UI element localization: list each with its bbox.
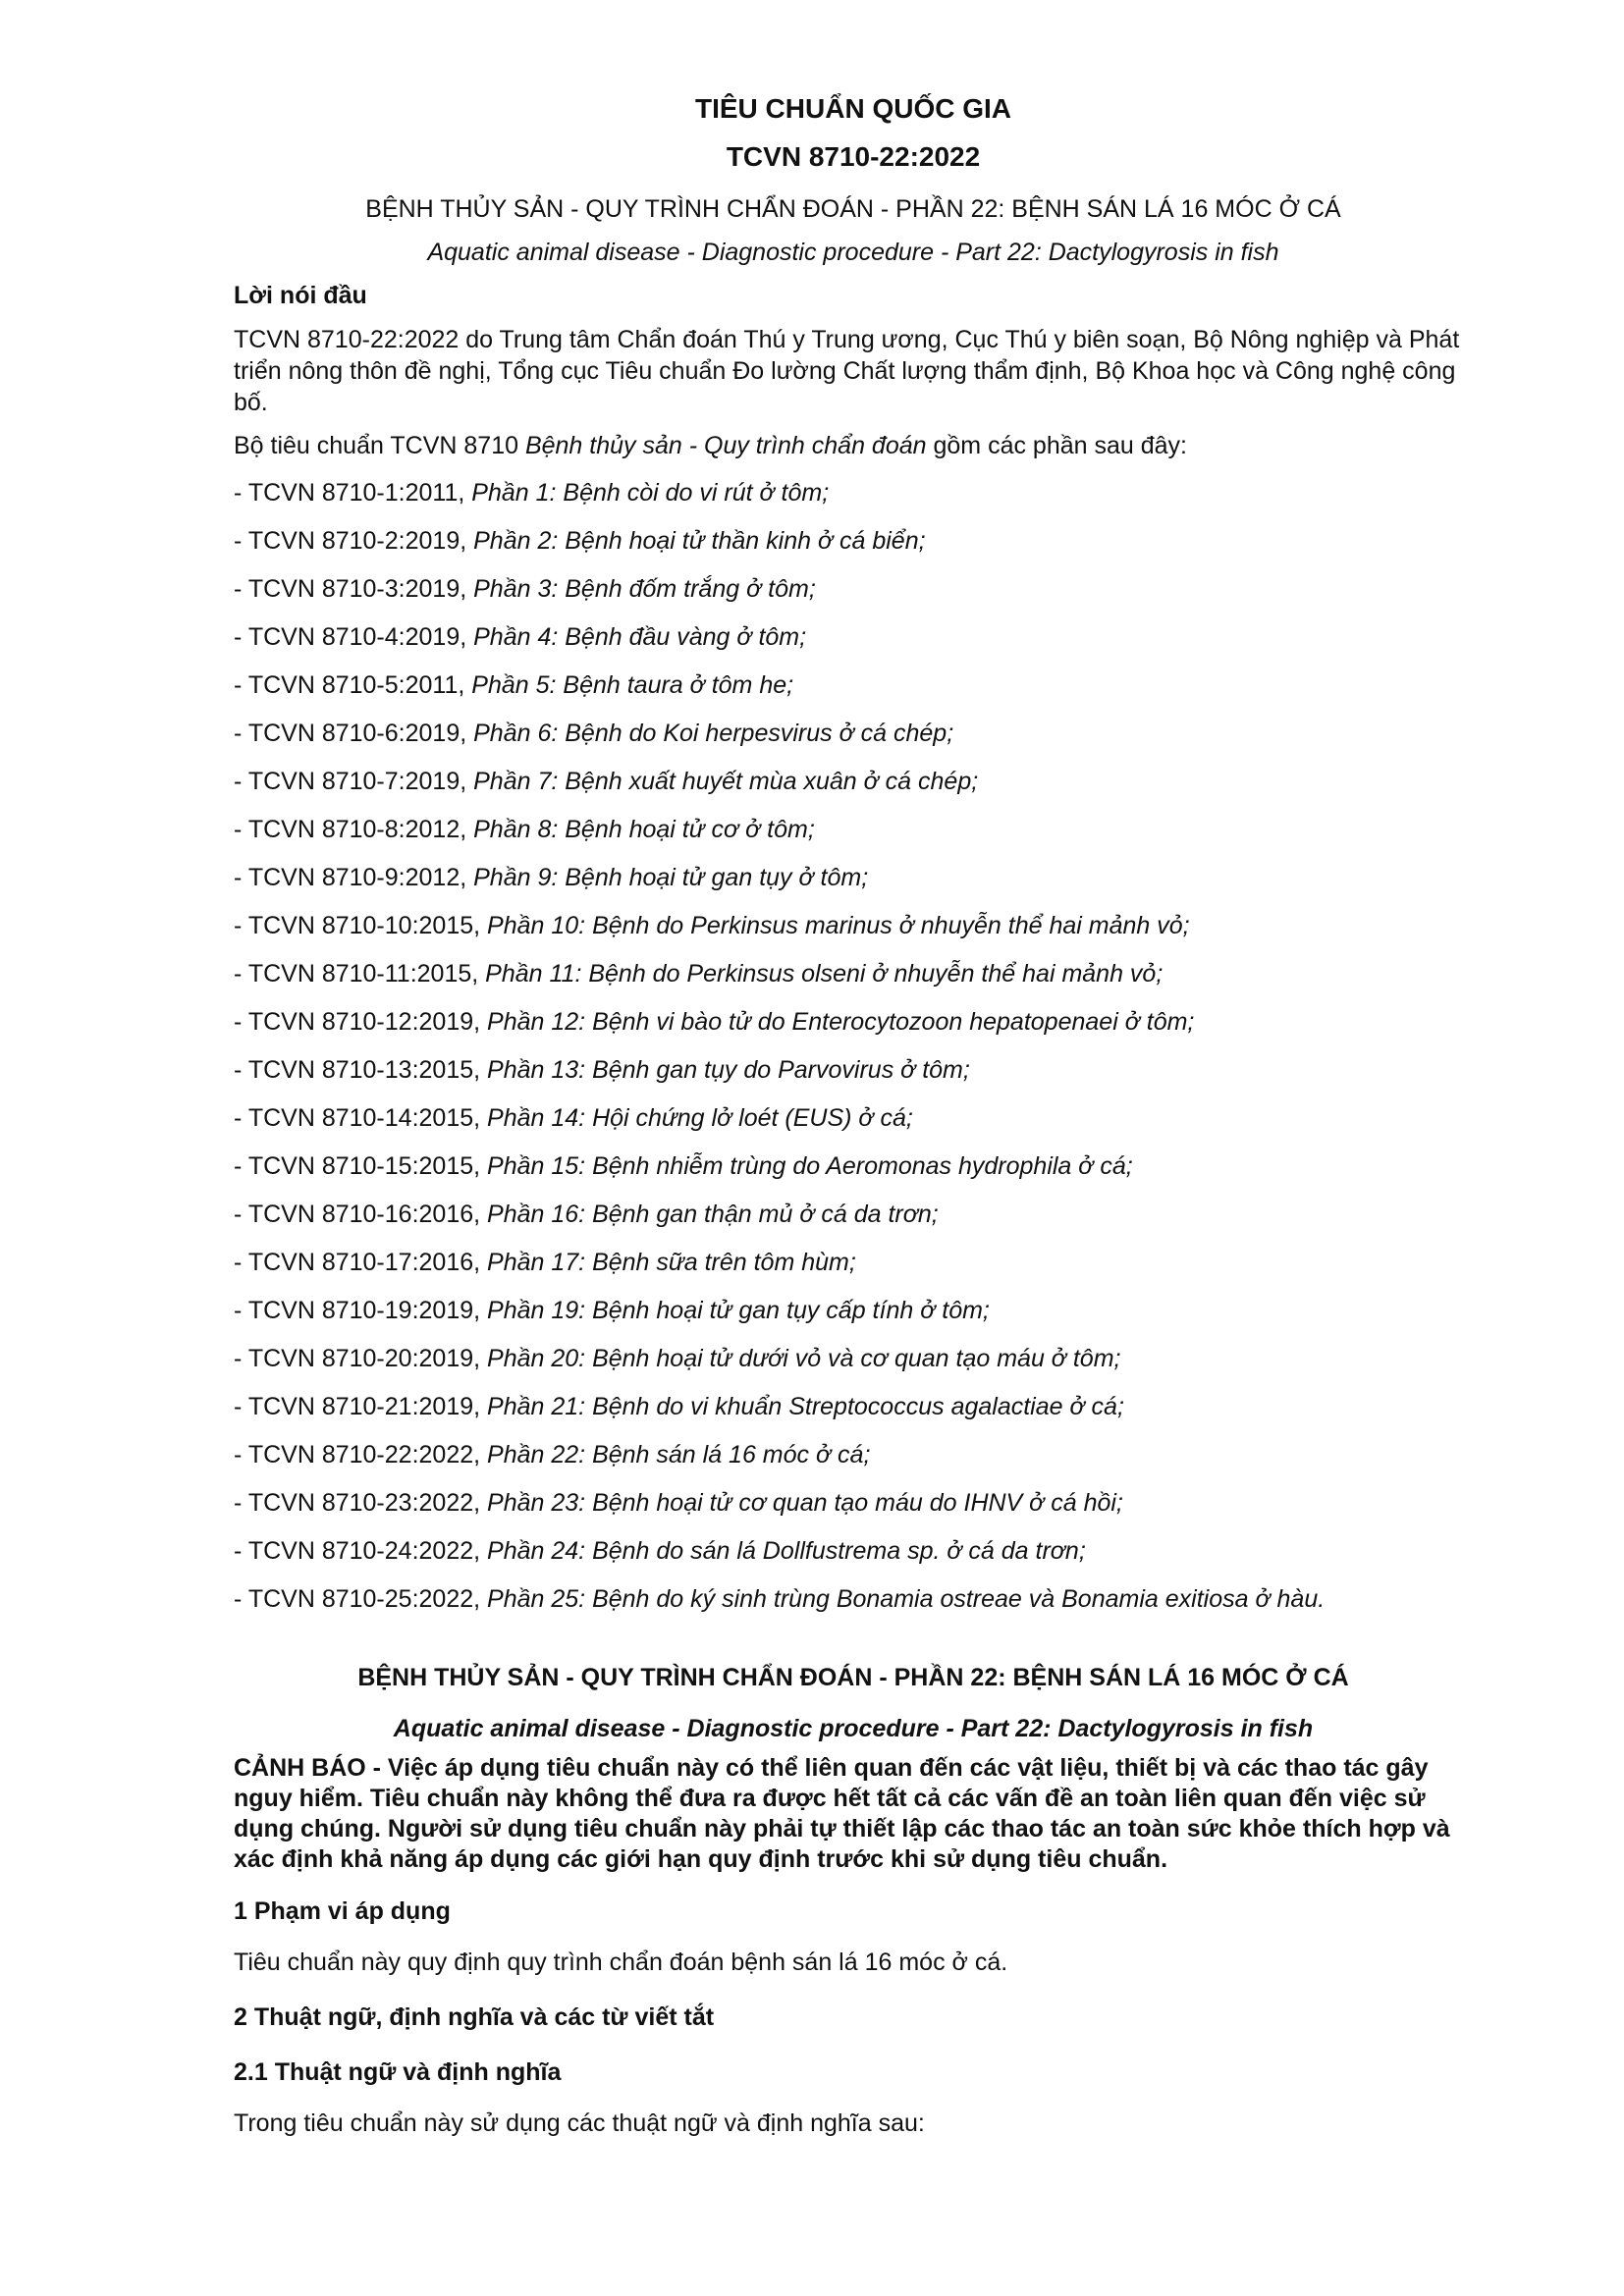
list-item: [234, 1527, 1473, 1575]
standard-code: TCVN 8710-22:2022: [726, 141, 981, 172]
warning-notice: CẢNH BÁO - Việc áp dụng tiêu chuẩn này có thể liên quan đến các vật liệu, thiết bị và các thao tác gây nguy hiểm. Tiêu chuẩn này không thể đưa ra được hết tất cả các vấn đề an toàn liên quan đến việc sử dụng chúng. Người sử dụng tiêu chuẩn này phải tự thiết lập các thao tác an toàn sức khỏe thích hợp và xác định khả năng áp dụng các giới hạn quy định trước khi sử dụng tiêu chuẩn.: [234, 1754, 1450, 1873]
part-code: - TCVN 8710-3:2019,: [234, 575, 474, 603]
part-title: Phần 5: Bệnh taura ở tôm he;: [471, 671, 794, 699]
part-code: - TCVN 8710-23:2022,: [234, 1489, 488, 1517]
part-title: Phần 6: Bệnh do Koi herpesvirus ở cá chép;: [473, 720, 954, 747]
list-item: [234, 1479, 1473, 1527]
document-title-vi: BỆNH THỦY SẢN - QUY TRÌNH CHẨN ĐOÁN - PHẦN 22: BỆNH SÁN LÁ 16 MÓC Ở CÁ: [365, 195, 1341, 223]
list-item: [234, 806, 1473, 854]
part-code: - TCVN 8710-8:2012,: [234, 816, 474, 843]
series-intro-prefix: Bộ tiêu chuẩn TCVN 8710: [234, 432, 525, 459]
part-code: - TCVN 8710-13:2015,: [234, 1056, 488, 1084]
list-item: [234, 1287, 1473, 1335]
part-title: Phần 2: Bệnh hoại tử thần kinh ở cá biển;: [473, 527, 926, 555]
part-code: - TCVN 8710-4:2019,: [234, 623, 474, 651]
foreword-heading: Lời nói đầu: [234, 282, 367, 309]
list-item: [234, 1095, 1473, 1143]
part-code: - TCVN 8710-15:2015,: [234, 1152, 488, 1180]
part-title: Phần 3: Bệnh đốm trắng ở tôm;: [473, 575, 816, 603]
part-code: - TCVN 8710-11:2015,: [234, 960, 486, 988]
part-code: - TCVN 8710-9:2012,: [234, 864, 474, 891]
part-code: - TCVN 8710-2:2019,: [234, 527, 474, 555]
part-title: Phần 17: Bệnh sữa trên tôm hùm;: [487, 1249, 856, 1276]
part-title: Phần 13: Bệnh gan tụy do Parvovirus ở tôm;: [487, 1056, 970, 1084]
part-title: Phần 21: Bệnh do vi khuẩn Streptococcus agalactiae ở cá;: [487, 1393, 1124, 1420]
part-code: - TCVN 8710-24:2022,: [234, 1537, 488, 1565]
part-code: - TCVN 8710-17:2016,: [234, 1249, 488, 1276]
part-code: - TCVN 8710-10:2015,: [234, 912, 488, 939]
list-item: [234, 1575, 1473, 1624]
part-title: Phần 20: Bệnh hoại tử dưới vỏ và cơ quan tạo máu ở tôm;: [487, 1345, 1121, 1372]
section-2-1-text: Trong tiêu chuẩn này sử dụng các thuật ngữ và định nghĩa sau:: [234, 2109, 925, 2137]
series-intro-suffix: gồm các phần sau đây:: [926, 432, 1187, 459]
part-code: - TCVN 8710-5:2011,: [234, 671, 472, 699]
part-code: - TCVN 8710-6:2019,: [234, 720, 474, 747]
part-code: - TCVN 8710-19:2019,: [234, 1297, 488, 1324]
part-title: Phần 1: Bệnh còi do vi rút ở tôm;: [471, 479, 830, 507]
part-title: Phần 25: Bệnh do ký sinh trùng Bonamia ostreae và Bonamia exitiosa ở hàu.: [487, 1585, 1326, 1613]
section-1-heading: 1 Phạm vi áp dụng: [234, 1897, 451, 1925]
part-title: Phần 15: Bệnh nhiễm trùng do Aeromonas hydrophila ở cá;: [487, 1152, 1133, 1180]
part-title: Phần 19: Bệnh hoại tử gan tụy cấp tính ở tôm;: [487, 1297, 990, 1324]
section-2-1-heading: 2.1 Thuật ngữ và định nghĩa: [234, 2058, 562, 2086]
list-item: [234, 998, 1473, 1046]
list-item: [234, 1335, 1473, 1383]
part-code: - TCVN 8710-7:2019,: [234, 768, 474, 795]
series-intro: [234, 430, 1473, 461]
list-item: [234, 710, 1473, 758]
part-title: Phần 12: Bệnh vi bào tử do Enterocytozoon hepatopenaei ở tôm;: [487, 1008, 1195, 1036]
part-title: Phần 10: Bệnh do Perkinsus marinus ở nhuyễn thể hai mảnh vỏ;: [487, 912, 1190, 939]
list-item: [234, 614, 1473, 662]
part-title: Phần 7: Bệnh xuất huyết mùa xuân ở cá chép;: [473, 768, 979, 795]
part-title: Phần 14: Hội chứng lở loét (EUS) ở cá;: [487, 1104, 913, 1132]
list-item: [234, 950, 1473, 998]
parts-list: [234, 469, 1473, 1624]
list-item: [234, 1383, 1473, 1431]
national-standard-label: TIÊU CHUẨN QUỐC GIA: [695, 93, 1011, 124]
part-title: Phần 23: Bệnh hoại tử cơ quan tạo máu do IHNV ở cá hồi;: [487, 1489, 1123, 1517]
part-title: Phần 11: Bệnh do Perkinsus olseni ở nhuyễn thể hai mảnh vỏ;: [485, 960, 1164, 988]
part-title: Phần 24: Bệnh do sán lá Dollfustrema sp. ở cá da trơn;: [487, 1537, 1086, 1565]
part-code: - TCVN 8710-22:2022,: [234, 1441, 488, 1468]
list-item: [234, 1143, 1473, 1191]
part-code: - TCVN 8710-20:2019,: [234, 1345, 488, 1372]
section-title-vi: BỆNH THỦY SẢN - QUY TRÌNH CHẨN ĐOÁN - PHẦN 22: BỆNH SÁN LÁ 16 MÓC Ở CÁ: [357, 1664, 1349, 1691]
part-title: Phần 22: Bệnh sán lá 16 móc ở cá;: [487, 1441, 871, 1468]
part-title: Phần 9: Bệnh hoại tử gan tụy ở tôm;: [473, 864, 869, 891]
part-code: - TCVN 8710-25:2022,: [234, 1585, 488, 1613]
part-title: Phần 4: Bệnh đầu vàng ở tôm;: [473, 623, 807, 651]
part-code: - TCVN 8710-21:2019,: [234, 1393, 488, 1420]
document-title-en: Aquatic animal disease - Diagnostic procedure - Part 22: Dactylogyrosis in fish: [427, 239, 1279, 266]
part-title: Phần 16: Bệnh gan thận mủ ở cá da trơn;: [487, 1201, 939, 1228]
part-code: - TCVN 8710-1:2011,: [234, 479, 472, 507]
list-item: [234, 902, 1473, 950]
part-title: Phần 8: Bệnh hoại tử cơ ở tôm;: [473, 816, 815, 843]
section-title-en: Aquatic animal disease - Diagnostic procedure - Part 22: Dactylogyrosis in fish: [393, 1715, 1314, 1742]
part-code: - TCVN 8710-14:2015,: [234, 1104, 488, 1132]
list-item: [234, 758, 1473, 806]
section-2-heading: 2 Thuật ngữ, định nghĩa và các từ viết tắt: [234, 2003, 715, 2031]
list-item: [234, 662, 1473, 710]
document-page: [234, 84, 1473, 2142]
list-item: [234, 469, 1473, 517]
list-item: [234, 1431, 1473, 1479]
list-item: [234, 1191, 1473, 1239]
foreword-paragraph: TCVN 8710-22:2022 do Trung tâm Chẩn đoán Thú y Trung ương, Cục Thú y biên soạn, Bộ Nông nghiệp và Phát triển nông thôn đề nghị, Tổng cục Tiêu chuẩn Đo lường Chất lượng thẩm định, Bộ Khoa học và Công nghệ công bố.: [234, 326, 1460, 416]
list-item: [234, 854, 1473, 902]
list-item: [234, 1046, 1473, 1095]
part-code: - TCVN 8710-12:2019,: [234, 1008, 488, 1036]
list-item: [234, 1239, 1473, 1287]
list-item: [234, 565, 1473, 614]
section-1-text: Tiêu chuẩn này quy định quy trình chẩn đoán bệnh sán lá 16 móc ở cá.: [234, 1949, 1008, 1976]
part-code: - TCVN 8710-16:2016,: [234, 1201, 488, 1228]
series-intro-title: Bệnh thủy sản - Quy trình chẩn đoán: [524, 432, 927, 459]
list-item: [234, 517, 1473, 565]
